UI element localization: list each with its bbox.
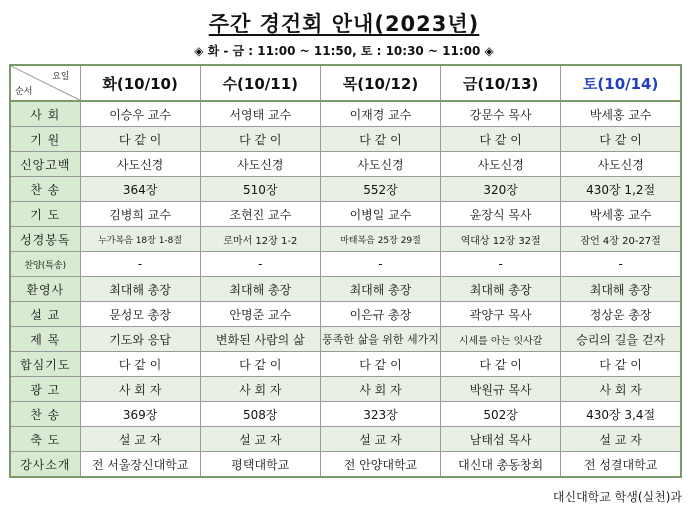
table-cell: 다 같 이 bbox=[320, 127, 440, 152]
corner-day-label: 요일 bbox=[52, 72, 70, 82]
table-cell: 320장 bbox=[441, 177, 561, 202]
table-cell: 김병희 교수 bbox=[80, 202, 200, 227]
table-cell: 최대해 총장 bbox=[80, 277, 200, 302]
table-cell: 사 회 자 bbox=[80, 377, 200, 402]
table-cell: 잠언 4장 20-27절 bbox=[561, 227, 681, 252]
table-cell: 이병일 교수 bbox=[320, 202, 440, 227]
table-row bbox=[10, 302, 681, 327]
row-label: 성경봉독 bbox=[10, 227, 80, 252]
row-label: 설 교 bbox=[10, 302, 80, 327]
table-cell: 최대해 총장 bbox=[320, 277, 440, 302]
table-cell: 서영태 교수 bbox=[200, 101, 320, 127]
table-cell: 정상운 총장 bbox=[561, 302, 681, 327]
corner-order-label: 순서 bbox=[15, 87, 33, 97]
table-row bbox=[10, 252, 681, 277]
table-cell: 박원규 목사 bbox=[441, 377, 561, 402]
corner-cell bbox=[10, 65, 80, 101]
table-cell: 사도신경 bbox=[441, 152, 561, 177]
row-label: 제 목 bbox=[10, 327, 80, 352]
table-cell: 다 같 이 bbox=[80, 352, 200, 377]
table-row bbox=[10, 352, 681, 377]
table-cell: 323장 bbox=[320, 402, 440, 427]
table-row bbox=[10, 377, 681, 402]
table-cell: 평택대학교 bbox=[200, 452, 320, 478]
table-cell: 최대해 총장 bbox=[441, 277, 561, 302]
table-cell: 기도와 응답 bbox=[80, 327, 200, 352]
row-label: 환영사 bbox=[10, 277, 80, 302]
table-cell: - bbox=[320, 252, 440, 277]
table-cell: 전 안양대학교 bbox=[320, 452, 440, 478]
table-cell: 최대해 총장 bbox=[200, 277, 320, 302]
table-cell: 변화된 사람의 삶 bbox=[200, 327, 320, 352]
table-cell: 다 같 이 bbox=[80, 127, 200, 152]
table-row bbox=[10, 227, 681, 252]
table-cell: 다 같 이 bbox=[200, 352, 320, 377]
table-cell: 풍족한 삶을 위한 세가지 bbox=[320, 327, 440, 352]
table-cell: 510장 bbox=[200, 177, 320, 202]
table-cell: 사도신경 bbox=[80, 152, 200, 177]
table-cell: 전 성결대학교 bbox=[561, 452, 681, 478]
table-cell: 사도신경 bbox=[200, 152, 320, 177]
table-row bbox=[10, 177, 681, 202]
table-cell: 승리의 길을 걷자 bbox=[561, 327, 681, 352]
table-cell: 다 같 이 bbox=[441, 127, 561, 152]
table-cell: - bbox=[80, 252, 200, 277]
table-cell: 누가복음 18장 1-8절 bbox=[80, 227, 200, 252]
table-cell: 설 교 자 bbox=[320, 427, 440, 452]
table-row bbox=[10, 452, 681, 478]
row-label: 사 회 bbox=[10, 101, 80, 127]
table-cell: 이재경 교수 bbox=[320, 101, 440, 127]
table-cell: 430장 3,4절 bbox=[561, 402, 681, 427]
table-cell: 문성모 총장 bbox=[80, 302, 200, 327]
table-cell: 508장 bbox=[200, 402, 320, 427]
row-label: 광 고 bbox=[10, 377, 80, 402]
table-cell: - bbox=[200, 252, 320, 277]
table-cell: 이은규 총장 bbox=[320, 302, 440, 327]
table-cell: 설 교 자 bbox=[200, 427, 320, 452]
table-row bbox=[10, 101, 681, 127]
table-cell: 사도신경 bbox=[320, 152, 440, 177]
row-label: 축 도 bbox=[10, 427, 80, 452]
day-header: 금(10/13) bbox=[441, 65, 561, 101]
table-cell: 369장 bbox=[80, 402, 200, 427]
header-row bbox=[10, 65, 681, 101]
table-cell: 430장 1,2절 bbox=[561, 177, 681, 202]
day-header: 화(10/10) bbox=[80, 65, 200, 101]
table-cell: 이승우 교수 bbox=[80, 101, 200, 127]
table-cell: 조현진 교수 bbox=[200, 202, 320, 227]
table-cell: 다 같 이 bbox=[320, 352, 440, 377]
table-cell: 설 교 자 bbox=[561, 427, 681, 452]
table-cell: 최대해 총장 bbox=[561, 277, 681, 302]
table-cell: 다 같 이 bbox=[561, 127, 681, 152]
table-cell: 502장 bbox=[441, 402, 561, 427]
table-row bbox=[10, 277, 681, 302]
table-cell: 사 회 자 bbox=[561, 377, 681, 402]
table-cell: 대신대 총동창회 bbox=[441, 452, 561, 478]
page-title: 주간 경건회 안내(2023년) bbox=[208, 12, 480, 36]
table-row bbox=[10, 152, 681, 177]
day-header: 목(10/12) bbox=[320, 65, 440, 101]
row-label: 찬양(특송) bbox=[10, 252, 80, 277]
table-cell: 사 회 자 bbox=[200, 377, 320, 402]
table-cell: 박세홍 교수 bbox=[561, 101, 681, 127]
table-cell: 전 서울장신대학교 bbox=[80, 452, 200, 478]
table-cell: 안명준 교수 bbox=[200, 302, 320, 327]
table-cell: 시세를 아는 잇사갈 bbox=[441, 327, 561, 352]
table-cell: 곽양구 목사 bbox=[441, 302, 561, 327]
table-cell: 364장 bbox=[80, 177, 200, 202]
table-cell: 로마서 12장 1-2 bbox=[200, 227, 320, 252]
table-cell: 남태섭 목사 bbox=[441, 427, 561, 452]
table-cell: - bbox=[441, 252, 561, 277]
table-cell: 마태복음 25장 29절 bbox=[320, 227, 440, 252]
table-cell: 다 같 이 bbox=[200, 127, 320, 152]
schedule-times: ◈ 화 - 금 : 11:00 ~ 11:50, 토 : 10:30 ~ 11:00 ◈ bbox=[194, 44, 494, 58]
row-label: 기 도 bbox=[10, 202, 80, 227]
table-cell: 사도신경 bbox=[561, 152, 681, 177]
row-label: 신앙고백 bbox=[10, 152, 80, 177]
table-cell: 설 교 자 bbox=[80, 427, 200, 452]
row-label: 찬 송 bbox=[10, 177, 80, 202]
day-header-saturday: 토(10/14) bbox=[561, 65, 681, 101]
row-label: 기 원 bbox=[10, 127, 80, 152]
table-cell: 다 같 이 bbox=[441, 352, 561, 377]
table-cell: 박세홍 교수 bbox=[561, 202, 681, 227]
row-label: 합심기도 bbox=[10, 352, 80, 377]
table-cell: - bbox=[561, 252, 681, 277]
row-label: 강사소개 bbox=[10, 452, 80, 478]
table-cell: 552장 bbox=[320, 177, 440, 202]
table-row bbox=[10, 202, 681, 227]
schedule-table bbox=[9, 64, 682, 478]
table-cell: 역대상 12장 32절 bbox=[441, 227, 561, 252]
table-row bbox=[10, 427, 681, 452]
day-header: 수(10/11) bbox=[200, 65, 320, 101]
footer-department: 대신대학교 학생(실천)과 bbox=[552, 490, 682, 504]
table-row bbox=[10, 127, 681, 152]
table-cell: 사 회 자 bbox=[320, 377, 440, 402]
table-cell: 다 같 이 bbox=[561, 352, 681, 377]
table-cell: 강문수 목사 bbox=[441, 101, 561, 127]
table-cell: 윤장식 목사 bbox=[441, 202, 561, 227]
row-label: 찬 송 bbox=[10, 402, 80, 427]
table-row bbox=[10, 327, 681, 352]
table-row bbox=[10, 402, 681, 427]
